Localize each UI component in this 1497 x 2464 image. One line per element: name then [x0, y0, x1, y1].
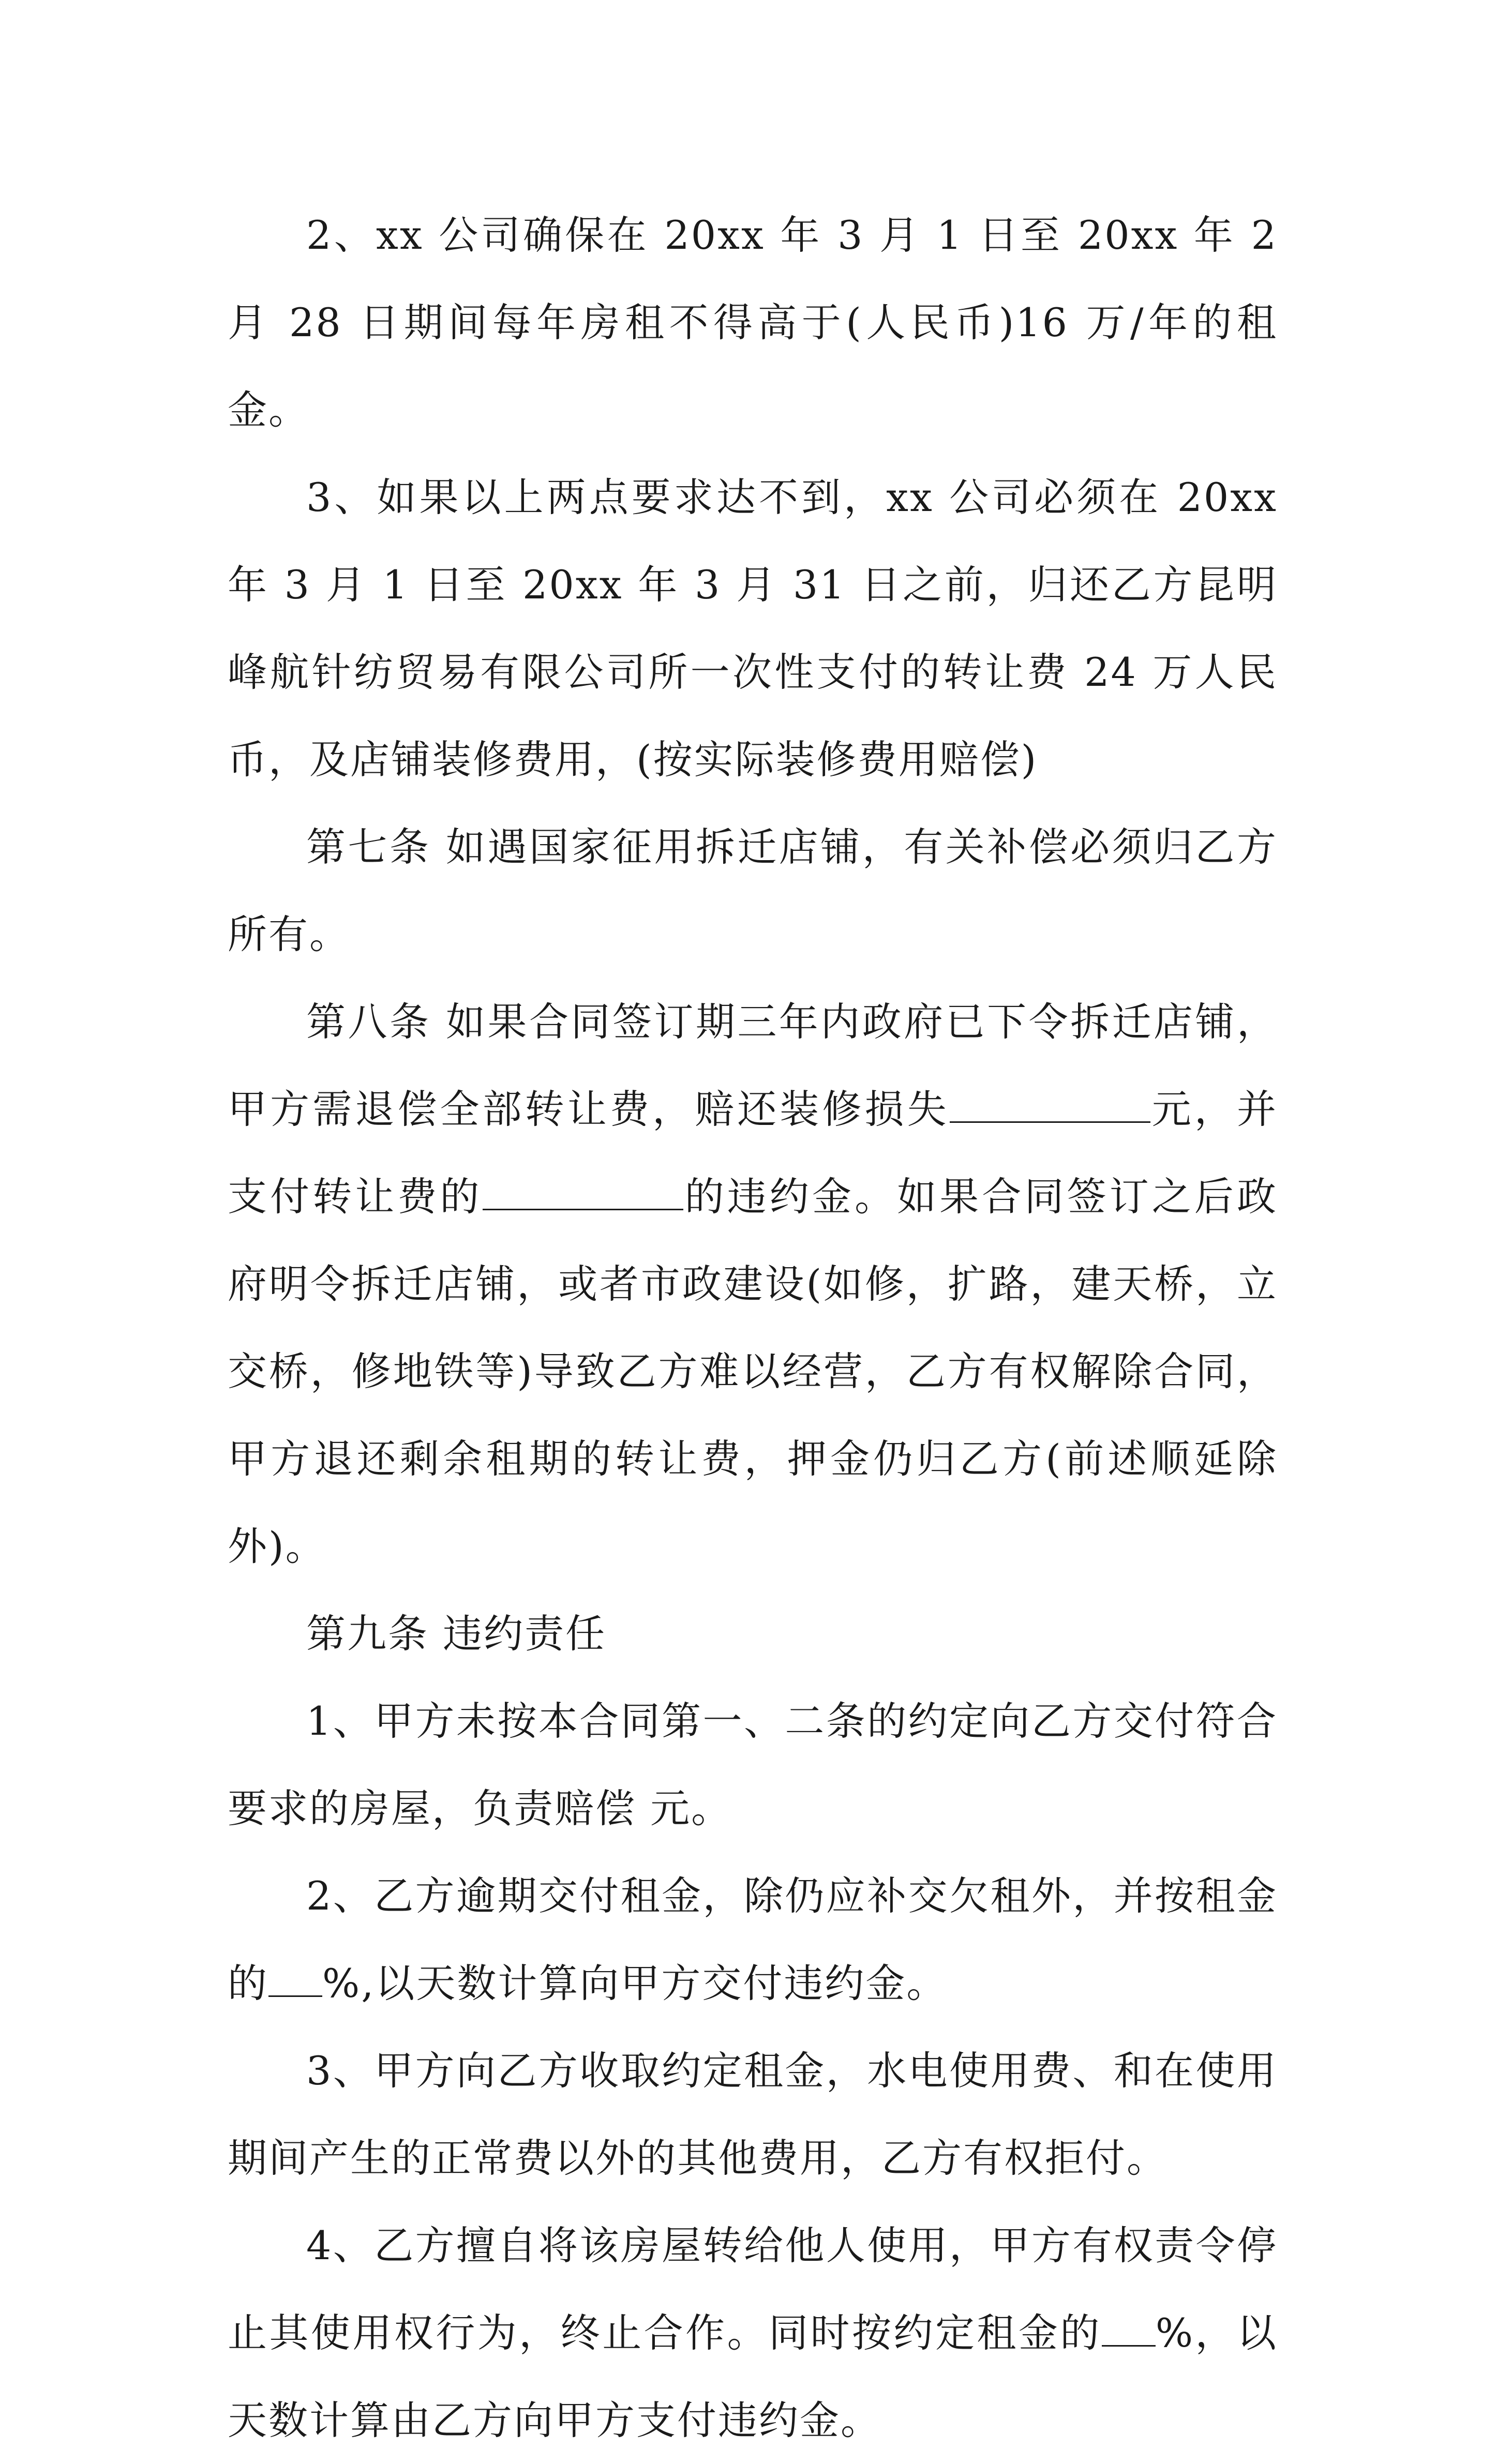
fill-in-blank-line: [1102, 2314, 1156, 2347]
paragraph-text: 3、如果以上两点要求达不到，xx 公司必须在 20xx 年 3 月 1 日至 20xx 年 3 月 31 日之前，归还乙方昆明峰航针纺贸易有限公司所一次性支付的转让费 24 万人民币，及店铺装修费用，(按实际装修费用赔偿): [228, 474, 1278, 783]
paragraph-clause-9-2: [228, 1852, 1278, 2027]
paragraph-article-7: [228, 803, 1278, 978]
paragraph-clause-6-3: [228, 454, 1278, 803]
paragraph-clause-6-2: [228, 191, 1278, 454]
fill-in-blank-line: [268, 1964, 322, 1997]
paragraph-text: 2、xx 公司确保在 20xx 年 3 月 1 日至 20xx 年 2 月 28 日期间每年房租不得高于(人民币)16 万/年的租金。: [228, 212, 1278, 433]
paragraph-clause-9-4: [228, 2202, 1278, 2464]
paragraph-text: 4、乙方擅自将该房屋转给他人使用，甲方有权责令停止其使用权行为，终止合作。同时按约定租金的: [228, 2222, 1278, 2356]
paragraph-text: 3、甲方向乙方收取约定租金，水电使用费、和在使用期间产生的正常费以外的其他费用，乙方有权拒付。: [228, 2048, 1278, 2181]
paragraph-text: 第七条 如遇国家征用拆迁店铺，有关补偿必须归乙方所有。: [228, 824, 1278, 957]
paragraph-text: 2、乙方逾期交付租金，除仍应补交欠租外，并按租金的: [228, 1873, 1278, 2006]
paragraph-article-9-heading: [228, 1590, 1278, 1677]
paragraph-text: %，以天数计算由乙方向甲方支付违约金。: [228, 2310, 1278, 2443]
paragraph-text: %,以天数计算向甲方交付违约金。: [322, 1960, 948, 2006]
document-body: [228, 191, 1278, 2464]
paragraph-clause-9-1: [228, 1677, 1278, 1852]
fill-in-blank-line: [950, 1090, 1150, 1123]
paragraph-text: 的违约金。如果合同签订之后政府明令拆迁店铺，或者市政建设(如修，扩路，建天桥，立交桥，修地铁等)导致乙方难以经营，乙方有权解除合同，甲方退还剩余租期的转让费，押金仍归乙方(前述顺延除外)。: [228, 1174, 1278, 1569]
paragraph-text: 第九条 违约责任: [306, 1611, 607, 1657]
paragraph-clause-9-3: [228, 2027, 1278, 2202]
paragraph-text: 元，并支付转让费的: [228, 1086, 1278, 1220]
paragraph-text: 第八条 如果合同签订期三年内政府已下令拆迁店铺，甲方需退偿全部转让费，赔还装修损失: [228, 999, 1278, 1132]
paragraph-article-8: [228, 978, 1278, 1590]
paragraph-text: 1、甲方未按本合同第一、二条的约定向乙方交付符合要求的房屋，负责赔偿 元。: [228, 1698, 1278, 1831]
fill-in-blank-line: [483, 1178, 683, 1210]
